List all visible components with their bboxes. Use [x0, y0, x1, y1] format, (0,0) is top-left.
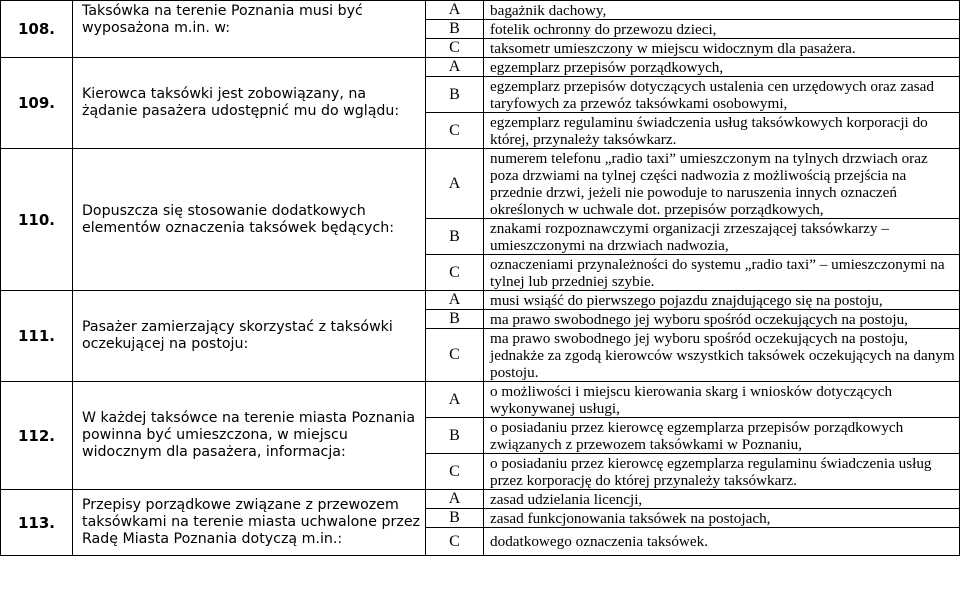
- answer-text: o posiadaniu przez kierowcę egzemplarza regulaminu świadczenia usług przez korporację do której przynależy taksówkarz.: [484, 454, 960, 490]
- answer-text: egzemplarz przepisów porządkowych,: [484, 58, 960, 77]
- answer-letter: B: [426, 509, 484, 528]
- answer-text: egzemplarz przepisów dotyczących ustalenia cen urzędowych oraz zasad taryfowych za przewóz taksówkami osobowymi,: [484, 77, 960, 113]
- answer-text: egzemplarz regulaminu świadczenia usług taksówkowych korporacji do której, przynależy taksówkarz.: [484, 113, 960, 149]
- answer-letter: B: [426, 418, 484, 454]
- answer-text: taksometr umieszczony w miejscu widocznym dla pasażera.: [484, 39, 960, 58]
- answer-letter: C: [426, 329, 484, 382]
- answer-text: ma prawo swobodnego jej wyboru spośród oczekujących na postoju,: [484, 310, 960, 329]
- answer-text: zasad udzielania licencji,: [484, 490, 960, 509]
- question-text: Przepisy porządkowe związane z przewozem taksówkami na terenie miasta uchwalone przez Radę Miasta Poznania dotyczą m.in.:: [73, 490, 426, 556]
- answer-letter: A: [426, 490, 484, 509]
- question-text: Pasażer zamierzający skorzystać z taksówki oczekującej na postoju:: [73, 291, 426, 382]
- answer-letter: A: [426, 1, 484, 20]
- question-number: 109.: [1, 58, 73, 149]
- answer-letter: A: [426, 291, 484, 310]
- answer-letter: C: [426, 39, 484, 58]
- answer-text: zasad funkcjonowania taksówek na postojach,: [484, 509, 960, 528]
- answer-text: musi wsiąść do pierwszego pojazdu znajdującego się na postoju,: [484, 291, 960, 310]
- answer-letter: C: [426, 454, 484, 490]
- question-number: 112.: [1, 382, 73, 490]
- answer-letter: B: [426, 77, 484, 113]
- answer-letter: A: [426, 382, 484, 418]
- answer-row: [1, 382, 960, 418]
- answer-letter: B: [426, 219, 484, 255]
- answer-letter: C: [426, 528, 484, 556]
- answer-text: znakami rozpoznawczymi organizacji zrzeszającej taksówkarzy – umieszczonymi na drzwiach nadwozia,: [484, 219, 960, 255]
- answer-text: oznaczeniami przynależności do systemu „radio taxi” – umieszczonymi na tylnej lub przedniej szybie.: [484, 255, 960, 291]
- answer-text: bagażnik dachowy,: [484, 1, 960, 20]
- answer-text: o posiadaniu przez kierowcę egzemplarza przepisów porządkowych związanych z przewozem taksówkami w Poznaniu,: [484, 418, 960, 454]
- answer-letter: C: [426, 113, 484, 149]
- question-number: 108.: [1, 1, 73, 58]
- answer-row: [1, 1, 960, 20]
- question-text: Kierowca taksówki jest zobowiązany, na żądanie pasażera udostępnić mu do wglądu:: [73, 58, 426, 149]
- answer-row: [1, 58, 960, 77]
- question-number: 113.: [1, 490, 73, 556]
- answer-letter: A: [426, 58, 484, 77]
- answer-text: numerem telefonu „radio taxi” umieszczonym na tylnych drzwiach oraz poza drzwiami na tylnej części nadwozia z możliwością przejścia na przednie drzwi, jeżeli nie powoduje to naruszenia innych oznaczeń określonych w uchwale dot. przepisów porządkowych,: [484, 149, 960, 219]
- answer-row: [1, 490, 960, 509]
- answer-letter: A: [426, 149, 484, 219]
- answer-letter: B: [426, 20, 484, 39]
- answer-text: o możliwości i miejscu kierowania skarg i wniosków dotyczących wykonywanej usługi,: [484, 382, 960, 418]
- question-text: Taksówka na terenie Poznania musi być wyposażona m.in. w:: [73, 1, 426, 58]
- question-text: Dopuszcza się stosowanie dodatkowych elementów oznaczenia taksówek będących:: [73, 149, 426, 291]
- answer-letter: C: [426, 255, 484, 291]
- answer-text: fotelik ochronny do przewozu dzieci,: [484, 20, 960, 39]
- answer-row: [1, 149, 960, 219]
- answer-text: dodatkowego oznaczenia taksówek.: [484, 528, 960, 556]
- answer-row: [1, 291, 960, 310]
- question-number: 111.: [1, 291, 73, 382]
- answer-text: ma prawo swobodnego jej wyboru spośród oczekujących na postoju, jednakże za zgodą kierowców wszystkich taksówek oczekujących na danym postoju.: [484, 329, 960, 382]
- answer-letter: B: [426, 310, 484, 329]
- question-number: 110.: [1, 149, 73, 291]
- question-text: W każdej taksówce na terenie miasta Poznania powinna być umieszczona, w miejscu widocznym dla pasażera, informacja:: [73, 382, 426, 490]
